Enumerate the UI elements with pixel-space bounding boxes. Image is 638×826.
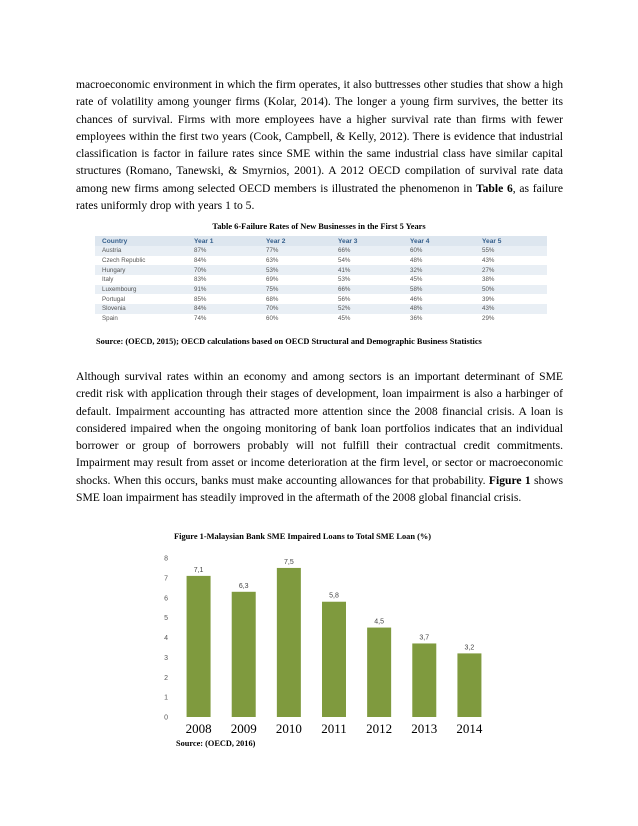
y-tick-label: 3	[164, 654, 168, 662]
table-row	[95, 256, 547, 266]
figure-reference: Figure 1	[488, 473, 531, 487]
rate-cell: 29%	[475, 314, 547, 324]
y-tick-label: 1	[164, 694, 168, 702]
table-row	[95, 304, 547, 314]
data-label: 6,3	[238, 582, 249, 590]
x-tick-label: 2009	[230, 721, 257, 736]
data-label: 7,1	[193, 566, 204, 574]
table-header-cell: Year 3	[331, 236, 403, 246]
rate-cell: 45%	[331, 314, 403, 324]
x-tick-label: 2013	[411, 721, 438, 736]
bar-2013	[412, 643, 436, 717]
table-header-row	[95, 236, 547, 246]
data-label: 3,7	[419, 634, 430, 642]
rate-cell: 75%	[259, 285, 331, 295]
country-cell: Luxembourg	[95, 285, 187, 295]
bar-2012	[367, 628, 391, 717]
rate-cell: 45%	[403, 275, 475, 285]
paragraph-impairment	[76, 368, 563, 506]
country-cell: Italy	[95, 275, 187, 285]
y-tick-label: 2	[164, 674, 168, 682]
rate-cell: 68%	[259, 294, 331, 304]
y-tick-label: 5	[164, 615, 168, 623]
rate-cell: 60%	[403, 246, 475, 256]
rate-cell: 48%	[403, 304, 475, 314]
rate-cell: 84%	[187, 256, 259, 266]
table-header-cell: Country	[95, 236, 187, 246]
data-label: 3,2	[464, 644, 475, 652]
paragraph-text: Although survival rates within an economy and among sectors is an important determinant of SME credit risk with application through their stages of development, loan impairment is also a harbinger of default. Impairment accounting has attracted more attention since the 2008 financial crisis. A loan is considered impaired when the ongoing monitoring of bank loan portfolios indicates that an individual borrower or group of borrowers probably will not fulfill their contractual credit commitments. Impairment may result from asset or income deterioration at the firm level, or sector or macroeconomic shocks. When this occurs, banks must make accounting allowances for that probability.	[76, 370, 563, 487]
table-header-cell: Year 2	[259, 236, 331, 246]
table-source: Source: (OECD, 2015); OECD calculations based on OECD Structural and Demographic Business Statistics	[96, 337, 482, 346]
rate-cell: 66%	[331, 285, 403, 295]
rate-cell: 60%	[259, 314, 331, 324]
rate-cell: 77%	[259, 246, 331, 256]
table-row	[95, 285, 547, 295]
rate-cell: 55%	[475, 246, 547, 256]
paragraph-intro	[76, 76, 563, 214]
rate-cell: 63%	[259, 256, 331, 266]
table-header-cell: Year 5	[475, 236, 547, 246]
impaired-loans-bar-chart	[140, 545, 500, 725]
country-cell: Hungary	[95, 265, 187, 275]
table-row	[95, 294, 547, 304]
rate-cell: 84%	[187, 304, 259, 314]
rate-cell: 48%	[403, 256, 475, 266]
rate-cell: 43%	[475, 256, 547, 266]
country-cell: Portugal	[95, 294, 187, 304]
x-tick-label: 2010	[275, 721, 302, 736]
rate-cell: 58%	[403, 285, 475, 295]
rate-cell: 91%	[187, 285, 259, 295]
paragraph-text: , as failure rates uniformly drop with years 1 to 5.	[76, 181, 563, 213]
country-cell: Austria	[95, 246, 187, 256]
table-header-cell: Year 1	[187, 236, 259, 246]
rate-cell: 83%	[187, 275, 259, 285]
table-title: Table 6-Failure Rates of New Businesses in the First 5 Years	[212, 222, 426, 231]
x-tick-label: 2011	[321, 721, 347, 736]
y-tick-label: 4	[164, 635, 168, 642]
figure-title: Figure 1-Malaysian Bank SME Impaired Loans to Total SME Loan (%)	[174, 532, 432, 541]
x-axis-labels	[0, 721, 638, 737]
rate-cell: 53%	[331, 275, 403, 285]
y-tick-label: 0	[164, 714, 168, 722]
rate-cell: 39%	[475, 294, 547, 304]
country-cell: Slovenia	[95, 304, 187, 314]
table-row	[95, 275, 547, 285]
rate-cell: 27%	[475, 265, 547, 275]
rate-cell: 56%	[331, 294, 403, 304]
x-tick-label: 2014	[456, 721, 483, 736]
table-row	[95, 314, 547, 324]
bar-2008	[187, 576, 211, 717]
x-tick-label: 2012	[366, 721, 393, 736]
table-row	[95, 246, 547, 256]
rate-cell: 74%	[187, 314, 259, 324]
data-label: 4,5	[374, 618, 385, 626]
y-tick-label: 8	[164, 555, 168, 563]
rate-cell: 50%	[475, 285, 547, 295]
rate-cell: 70%	[187, 265, 259, 275]
failure-rates-table	[95, 236, 547, 324]
bar-2010	[277, 568, 301, 717]
rate-cell: 41%	[331, 265, 403, 275]
rate-cell: 54%	[331, 256, 403, 266]
rate-cell: 53%	[259, 265, 331, 275]
data-label: 7,5	[283, 558, 294, 566]
rate-cell: 87%	[187, 246, 259, 256]
data-label: 5,8	[329, 592, 339, 600]
figure-source: Source: (OECD, 2016)	[176, 739, 256, 748]
rate-cell: 43%	[475, 304, 547, 314]
rate-cell: 85%	[187, 294, 259, 304]
rate-cell: 70%	[259, 304, 331, 314]
y-tick-label: 6	[164, 595, 168, 603]
paragraph-text: macroeconomic environment in which the firm operates, it also buttresses other studies that show a high rate of volatility among younger firms (Kolar, 2014). The longer a young firm survives, the better its chances of survival. Firms with more employees have a higher survival rate than firms with fewer employees within the first two years (Cook, Campbell, & Kelly, 2012). There is evidence that industrial classification is factor in failure rates since SME within the same industrial class have similar capital structures (Romano, Tanewski, & Smyrnios, 2001). A 2012 OECD compilation of survival rate data among new firms among selected OECD members is illustrated the phenomenon in	[76, 78, 563, 195]
rate-cell: 66%	[331, 246, 403, 256]
country-cell: Czech Republic	[95, 256, 187, 266]
y-tick-label: 7	[164, 575, 168, 583]
country-cell: Spain	[95, 314, 187, 324]
bar-2014	[457, 653, 481, 717]
bar-2009	[232, 592, 256, 717]
table-header-cell: Year 4	[403, 236, 475, 246]
rate-cell: 52%	[331, 304, 403, 314]
table-reference: Table 6	[475, 181, 513, 195]
rate-cell: 38%	[475, 275, 547, 285]
paragraph-text: shows SME loan impairment has steadily improved in the aftermath of the 2008 global financial crisis.	[76, 473, 564, 505]
rate-cell: 46%	[403, 294, 475, 304]
rate-cell: 32%	[403, 265, 475, 275]
x-tick-label: 2008	[185, 721, 212, 736]
table-row	[95, 265, 547, 275]
bar-2011	[322, 602, 346, 717]
rate-cell: 69%	[259, 275, 331, 285]
rate-cell: 36%	[403, 314, 475, 324]
